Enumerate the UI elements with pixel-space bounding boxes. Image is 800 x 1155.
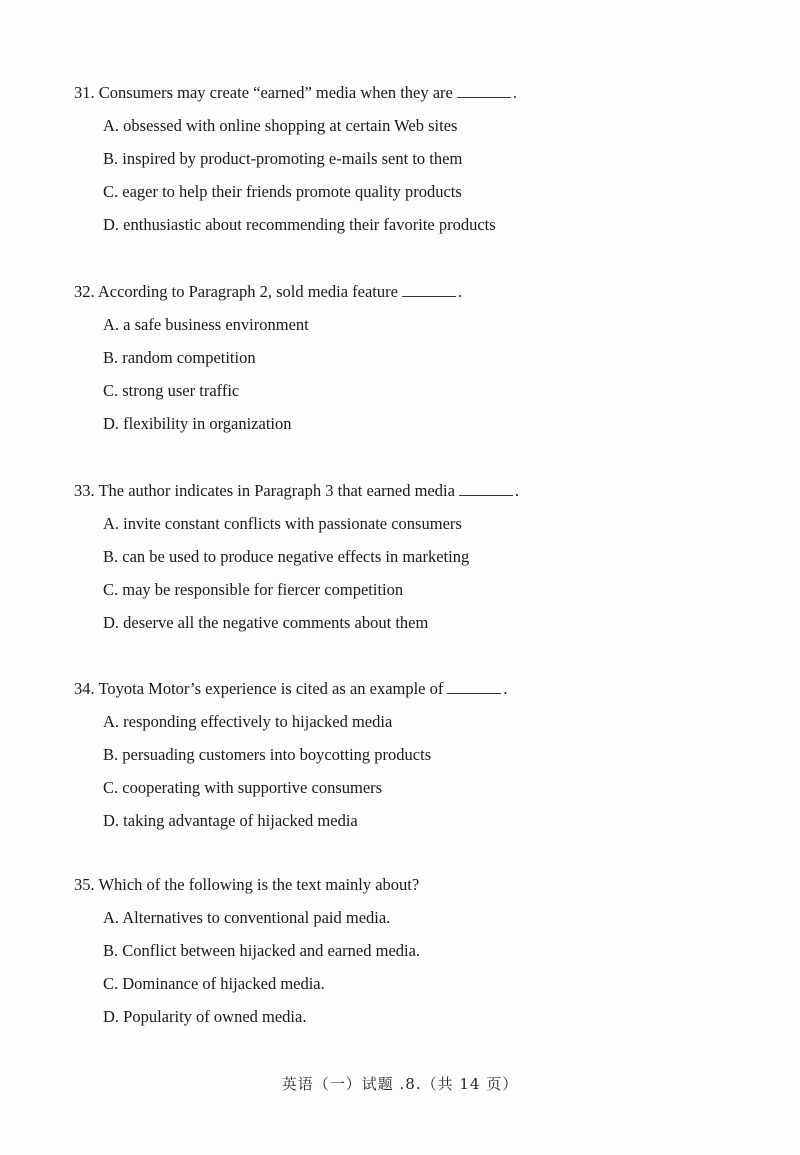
question-stem (74, 875, 754, 895)
question-number: 32. (74, 282, 95, 301)
answer-blank (459, 481, 513, 496)
option-c: C. cooperating with supportive consumers (103, 778, 383, 797)
option-d: D. taking advantage of hijacked media (103, 811, 358, 830)
option-d: D. enthusiastic about recommending their favorite products (103, 215, 496, 234)
option-b: B. persuading customers into boycotting products (103, 745, 432, 764)
question-stem: 31. Consumers may create “earned” media when they are . (74, 83, 517, 102)
question-text: Which of the following is the text mainly about? (98, 875, 420, 894)
option-d: D. flexibility in organization (103, 414, 292, 433)
question-text: Toyota Motor’s experience is cited as an example of (98, 679, 444, 698)
question-text: According to Paragraph 2, sold media feature (97, 282, 398, 301)
option-c: C. strong user traffic (103, 381, 240, 400)
question-text: Consumers may create “earned” media when they are (98, 83, 453, 102)
question-34 (74, 679, 754, 831)
question-stem: 33. The author indicates in Paragraph 3 that earned media . (74, 481, 520, 500)
question-number: 33. (74, 481, 95, 500)
option-list (74, 514, 754, 633)
option-list (74, 712, 754, 831)
option-b: B. random competition (103, 348, 256, 367)
option-a: A. obsessed with online shopping at certain Web sites (103, 116, 458, 135)
option-a: A. responding effectively to hijacked media (103, 712, 393, 731)
question-stem: 32. According to Paragraph 2, sold media feature . (74, 282, 463, 301)
answer-blank (402, 282, 456, 297)
option-list (74, 116, 754, 235)
option-a: A. invite constant conflicts with passionate consumers (103, 514, 462, 533)
option-c: C. Dominance of hijacked media. (103, 974, 325, 993)
answer-blank (447, 679, 501, 694)
option-d: D. deserve all the negative comments about them (103, 613, 429, 632)
question-35 (74, 875, 754, 1027)
question-number: 35. (74, 875, 95, 894)
option-b: B. inspired by product-promoting e-mails sent to them (103, 149, 463, 168)
option-b: B. can be used to produce negative effects in marketing (103, 547, 470, 566)
question-31 (74, 83, 754, 235)
question-number: 31. (74, 83, 95, 102)
option-list (74, 908, 754, 1027)
question-stem: 34. Toyota Motor’s experience is cited as an example of . (74, 679, 508, 698)
option-c: C. may be responsible for fiercer competition (103, 580, 404, 599)
question-32 (74, 282, 754, 434)
answer-blank (457, 83, 511, 98)
option-list (74, 315, 754, 434)
option-d: D. Popularity of owned media. (103, 1007, 307, 1026)
option-a: A. a safe business environment (103, 315, 309, 334)
page-footer: 英语（一）试题 .8.（共 14 页） (281, 1075, 519, 1093)
option-c: C. eager to help their friends promote quality products (103, 182, 462, 201)
option-b: B. Conflict between hijacked and earned media. (103, 941, 421, 960)
question-text: The author indicates in Paragraph 3 that earned media (98, 481, 455, 500)
option-a: A. Alternatives to conventional paid media. (103, 908, 391, 927)
question-33 (74, 481, 754, 633)
question-number: 34. (74, 679, 95, 698)
